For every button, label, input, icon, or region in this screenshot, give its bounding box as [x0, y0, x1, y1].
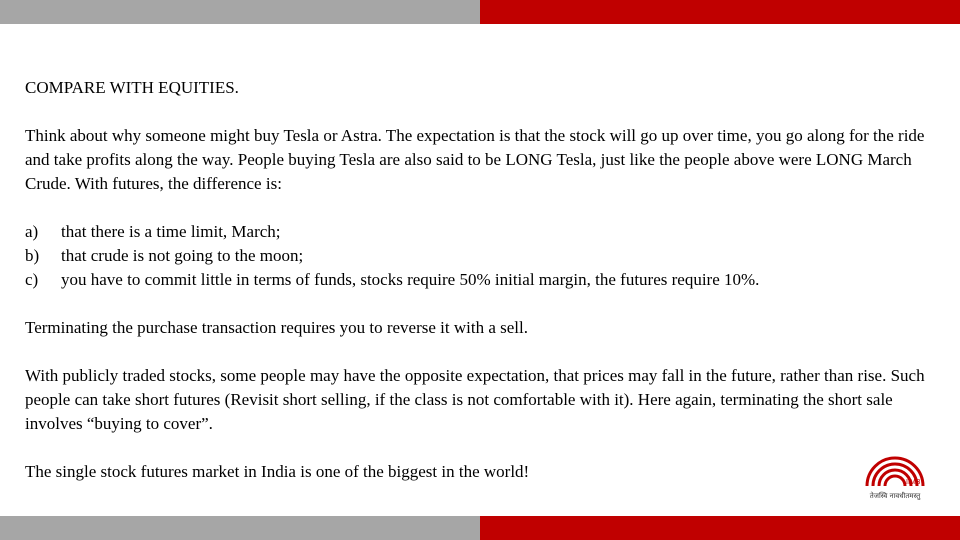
- list-item: [25, 268, 930, 292]
- differences-list: [25, 220, 930, 292]
- closing-paragraph: The single stock futures market in India is one of the biggest in the world!: [25, 462, 530, 481]
- top-accent-bar: [0, 0, 960, 24]
- logo-text: IIMB: [906, 479, 921, 486]
- short-paragraph: With publicly traded stocks, some people may have the opposite expectation, that prices may fall in the future, rather than rise. Such people can take short futures (Revisit short selling, if the class is not comfortable with it). Here again, terminating the short sale involves “buying to cover”.: [25, 366, 925, 433]
- list-item: [25, 220, 930, 244]
- list-item-text: you have to commit little in terms of funds, stocks require 50% initial margin, the futures require 10%.: [61, 270, 760, 289]
- iimb-logo-icon: [848, 450, 942, 506]
- top-bar-red-segment: [480, 0, 960, 24]
- list-marker: a): [25, 222, 39, 241]
- list-item: [25, 244, 930, 268]
- logo-tagline: तेजस्वि नावधीतमस्तु: [869, 492, 921, 500]
- terminate-paragraph: Terminating the purchase transaction requires you to reverse it with a sell.: [25, 318, 528, 337]
- slide-content: [25, 76, 930, 484]
- list-marker: b): [25, 246, 40, 265]
- list-item-text: that there is a time limit, March;: [61, 222, 281, 241]
- bottom-bar-gray-segment: [0, 516, 480, 540]
- intro-paragraph: Think about why someone might buy Tesla or Astra. The expectation is that the stock will go up over time, you go along for the ride and take profits along the way. People buying Tesla are also said to be LONG Tesla, just like the people above were LONG March Crude. With futures, the difference is:: [25, 126, 925, 193]
- iimb-logo: [848, 450, 942, 506]
- list-item-text: that crude is not going to the moon;: [61, 246, 304, 265]
- list-marker: c): [25, 270, 39, 289]
- bottom-bar-red-segment: [480, 516, 960, 540]
- slide-heading: COMPARE WITH EQUITIES.: [25, 78, 239, 97]
- top-bar-gray-segment: [0, 0, 480, 24]
- bottom-accent-bar: [0, 516, 960, 540]
